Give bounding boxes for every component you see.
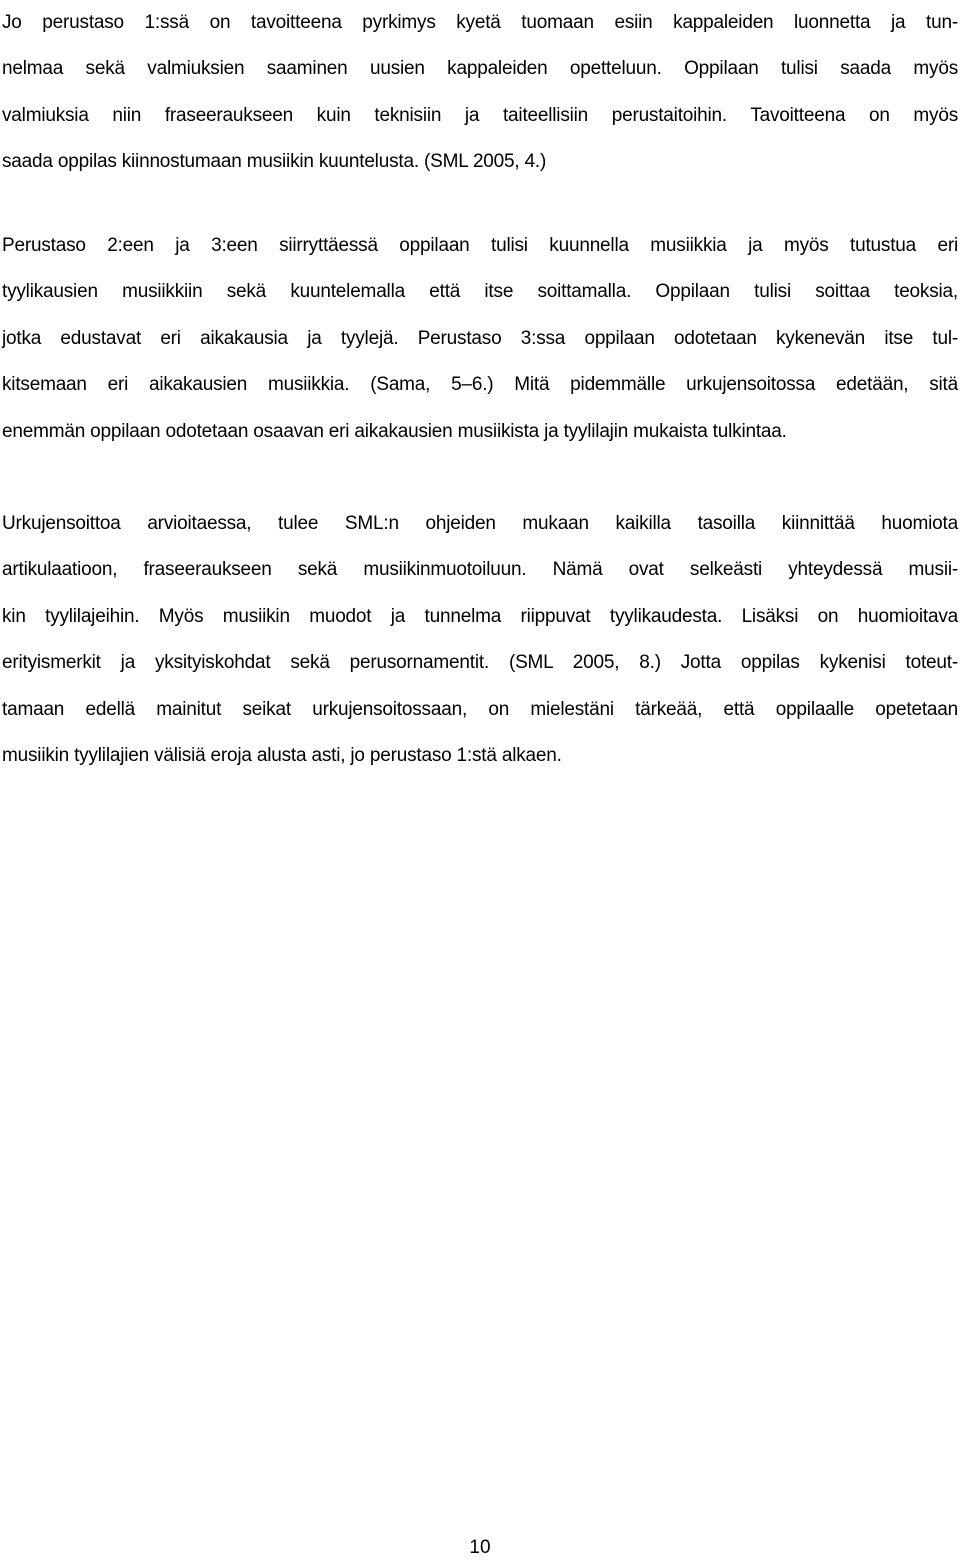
text-line: erityismerkit ja yksityiskohdat sekä perusornamentit. (SML 2005, 8.) Jotta oppilas kykenisi toteut- (2, 652, 958, 674)
text-line: artikulaatioon, fraseeraukseen sekä musiikinmuotoiluun. Nämä ovat selkeästi yhteydessä musii- (2, 559, 958, 581)
page-number: 10 (469, 1537, 491, 1558)
text-line: Perustaso 2:een ja 3:een siirryttäessä oppilaan tulisi kuunnella musiikkia ja myös tutustua eri (2, 235, 958, 256)
text-line: Urkujensoittoa arvioitaessa, tulee SML:n ohjeiden mukaan kaikilla tasoilla kiinnittää huomiota (2, 513, 958, 534)
paragraph-3 (2, 501, 958, 779)
paragraph-2 (2, 223, 958, 455)
text-line: Jo perustaso 1:ssä on tavoitteena pyrkimys kyetä tuomaan esiin kappaleiden luonnetta ja tun- (2, 12, 958, 33)
text-line: nelmaa sekä valmiuksien saaminen uusien kappaleiden opetteluun. Oppilaan tulisi saada myös (2, 58, 958, 80)
text-line: tyylikausien musiikkiin sekä kuuntelemalla että itse soittamalla. Oppilaan tulisi soittaa teoksia, (2, 281, 958, 303)
text-line: kitsemaan eri aikakausien musiikkia. (Sama, 5–6.) Mitä pidemmälle urkujensoitossa edetään, sitä (2, 374, 958, 396)
text-line: valmiuksia niin fraseeraukseen kuin teknisiin ja taiteellisiin perustaitoihin. Tavoitteena on myös (2, 104, 958, 126)
text-line: tamaan edellä mainitut seikat urkujensoitossaan, on mielestäni tärkeää, että oppilaalle opetetaan (2, 698, 958, 720)
text-line: musiikin tyylilajien välisiä eroja alusta asti, jo perustaso 1:stä alkaen. (2, 744, 562, 766)
text-line: enemmän oppilaan odotetaan osaavan eri aikakausien musiikista ja tyylilajin mukaista tulkintaa. (2, 420, 787, 442)
text-line: saada oppilas kiinnostumaan musiikin kuuntelusta. (SML 2005, 4.) (2, 151, 547, 173)
text-line: kin tyylilajeihin. Myös musiikin muodot ja tunnelma riippuvat tyylikaudesta. Lisäksi on huomioitava (2, 605, 958, 627)
text-line: jotka edustavat eri aikakausia ja tyylejä. Perustaso 3:ssa oppilaan odotetaan kykenevän itse tul- (2, 327, 958, 349)
paragraph-1 (2, 0, 958, 186)
